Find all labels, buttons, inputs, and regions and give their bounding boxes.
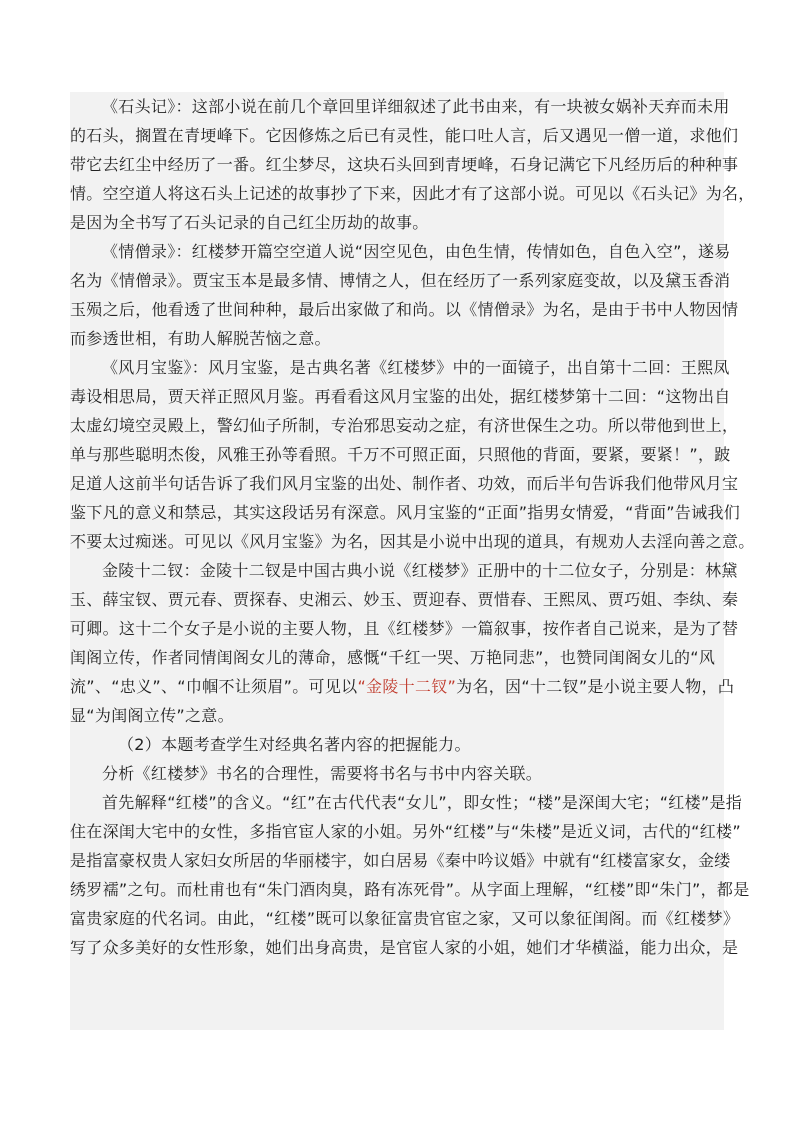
text-line: 分析《红楼梦》书名的合理性，需要将书名与书中内容关联。 xyxy=(102,764,543,783)
paragraph-red-mansion-meaning xyxy=(70,788,750,962)
text-line: 毒设相思局，贾天祥正照风月鉴。再看看这风月宝鉴的出处，据红楼梦第十二回：“这物出自 xyxy=(70,387,731,406)
text-line: 而参透世相，有助人解脱苦恼之意。 xyxy=(70,329,331,348)
text-line: 《风月宝鉴》：风月宝鉴，是古典名著《红楼梦》中的一面镜子，出自第十二回：王熙凤 xyxy=(102,358,730,377)
paragraph-wind-moon-mirror xyxy=(70,353,755,556)
text-line: 玉、薛宝钗、贾元春、贾探春、史湘云、妙玉、贾迎春、贾惜春、王熙凤、贾巧姐、李纨、秦 xyxy=(70,590,739,609)
highlighted-title: “金陵十二钗” xyxy=(357,677,457,696)
text-line: 闺阁立传，作者同情闺阁女儿的薄命，感慨“千红一哭、万艳同悲”，也赞同闺阁女儿的“风 xyxy=(70,648,716,667)
text-line: 是因为全书写了石头记录的自己红尘历劫的故事。 xyxy=(70,213,429,232)
text-line: 足道人这前半句话告诉了我们风月宝鉴的出处、制作者、功效，而后半句告诉我们他带风月宝 xyxy=(70,474,739,493)
text-line-with-highlight xyxy=(70,672,735,701)
text-line: 可卿。这十二个女子是小说的主要人物，且《红楼梦》一篇叙事，按作者自己说来，是为了替 xyxy=(70,619,739,638)
text-line: 不要太过痴迷。可见以《风月宝鉴》为名，因其是小说中出现的道具，有规劝人去淫向善之意。 xyxy=(70,532,755,551)
text-line: 情。空空道人将这石头上记述的故事抄了下来，因此才有了这部小说。可见以《石头记》为名， xyxy=(70,184,755,203)
document-page xyxy=(70,92,755,1030)
text-line: 写了众多美好的女性形象，她们出身高贵，是官宦人家的小姐，她们才华横溢，能力出众，是 xyxy=(70,938,739,957)
text-line: 的石头，搁置在青埂峰下。它因修炼之后已有灵性，能口吐人言，后又遇见一僧一道，求他们 xyxy=(70,126,739,145)
paragraph-twelve-beauties xyxy=(70,556,739,730)
paragraph-question-2 xyxy=(70,730,724,759)
paragraph-monk-record xyxy=(70,237,739,353)
text-line: 首先解释“红楼”的含义。“红”在古代代表“女儿”，即女性；“楼”是深闺大宅；“红楼”是指 xyxy=(102,793,743,812)
text-line: 太虚幻境空灵殿上，警幻仙子所制，专治邪思妄动之症，有济世保生之功。所以带他到世上， xyxy=(70,416,739,435)
text-line: 《情僧录》：红楼梦开篇空空道人说“因空见色，由色生情，传情如色，自色入空”，遂易 xyxy=(102,242,731,261)
text-line: 住在深闺大宅中的女性，多指官宦人家的小姐。另外“红楼”与“朱楼”是近义词，古代的“红楼” xyxy=(70,822,741,841)
text-line: 显“为闺阁立传”之意。 xyxy=(70,706,234,725)
text-line: 名为《情僧录》。贾宝玉本是最多情、博情之人，但在经历了一系列家庭变故，以及黛玉香消 xyxy=(70,271,731,290)
text-line: （2）本题考查学生对经典名著内容的把握能力。 xyxy=(118,735,471,754)
text-segment: 流”、“忠义”、“巾帼不让须眉”。可见以 xyxy=(70,677,358,696)
text-line: 富贵家庭的代名词。由此，“红楼”既可以象征富贵官宦之家，又可以象征闺阁。而《红楼梦》 xyxy=(70,909,740,928)
text-segment: 为名，因“十二钗”是小说主要人物，凸 xyxy=(456,677,735,696)
paragraph-stone-story xyxy=(70,92,755,237)
text-line: 单与那些聪明杰俊，风雅王孙等看照。千万不可照正面，只照他的背面，要紧，要紧！”，跛 xyxy=(70,445,731,464)
text-line: 玉殒之后，他看透了世间种种，最后出家做了和尚。以《情僧录》为名，是由于书中人物因情 xyxy=(70,300,739,319)
text-line: 是指富豪权贵人家妇女所居的华丽楼宇，如白居易《秦中吟议婚》中就有“红楼富家女，金缕 xyxy=(70,851,731,870)
text-line: 金陵十二钗：金陵十二钗是中国古典小说《红楼梦》正册中的十二位女子，分别是：林黛 xyxy=(102,561,738,580)
text-line: 带它去红尘中经历了一番。红尘梦尽，这块石头回到青埂峰，石身记满它下凡经历后的种种事 xyxy=(70,155,739,174)
paragraph-analysis xyxy=(70,759,724,788)
text-line: 鉴下凡的意义和禁忌，其实这段话另有深意。风月宝鉴的“正面”指男女情爱，“背面”告诫我们 xyxy=(70,503,741,522)
text-line: 绣罗襦”之句。而杜甫也有“朱门酒肉臭，路有冻死骨”。从字面上理解，“红楼”即“朱门”，都是 xyxy=(70,880,750,899)
text-line: 《石头记》：这部小说在前几个章回里详细叙述了此书由来，有一块被女娲补天弃而未用 xyxy=(102,97,730,116)
